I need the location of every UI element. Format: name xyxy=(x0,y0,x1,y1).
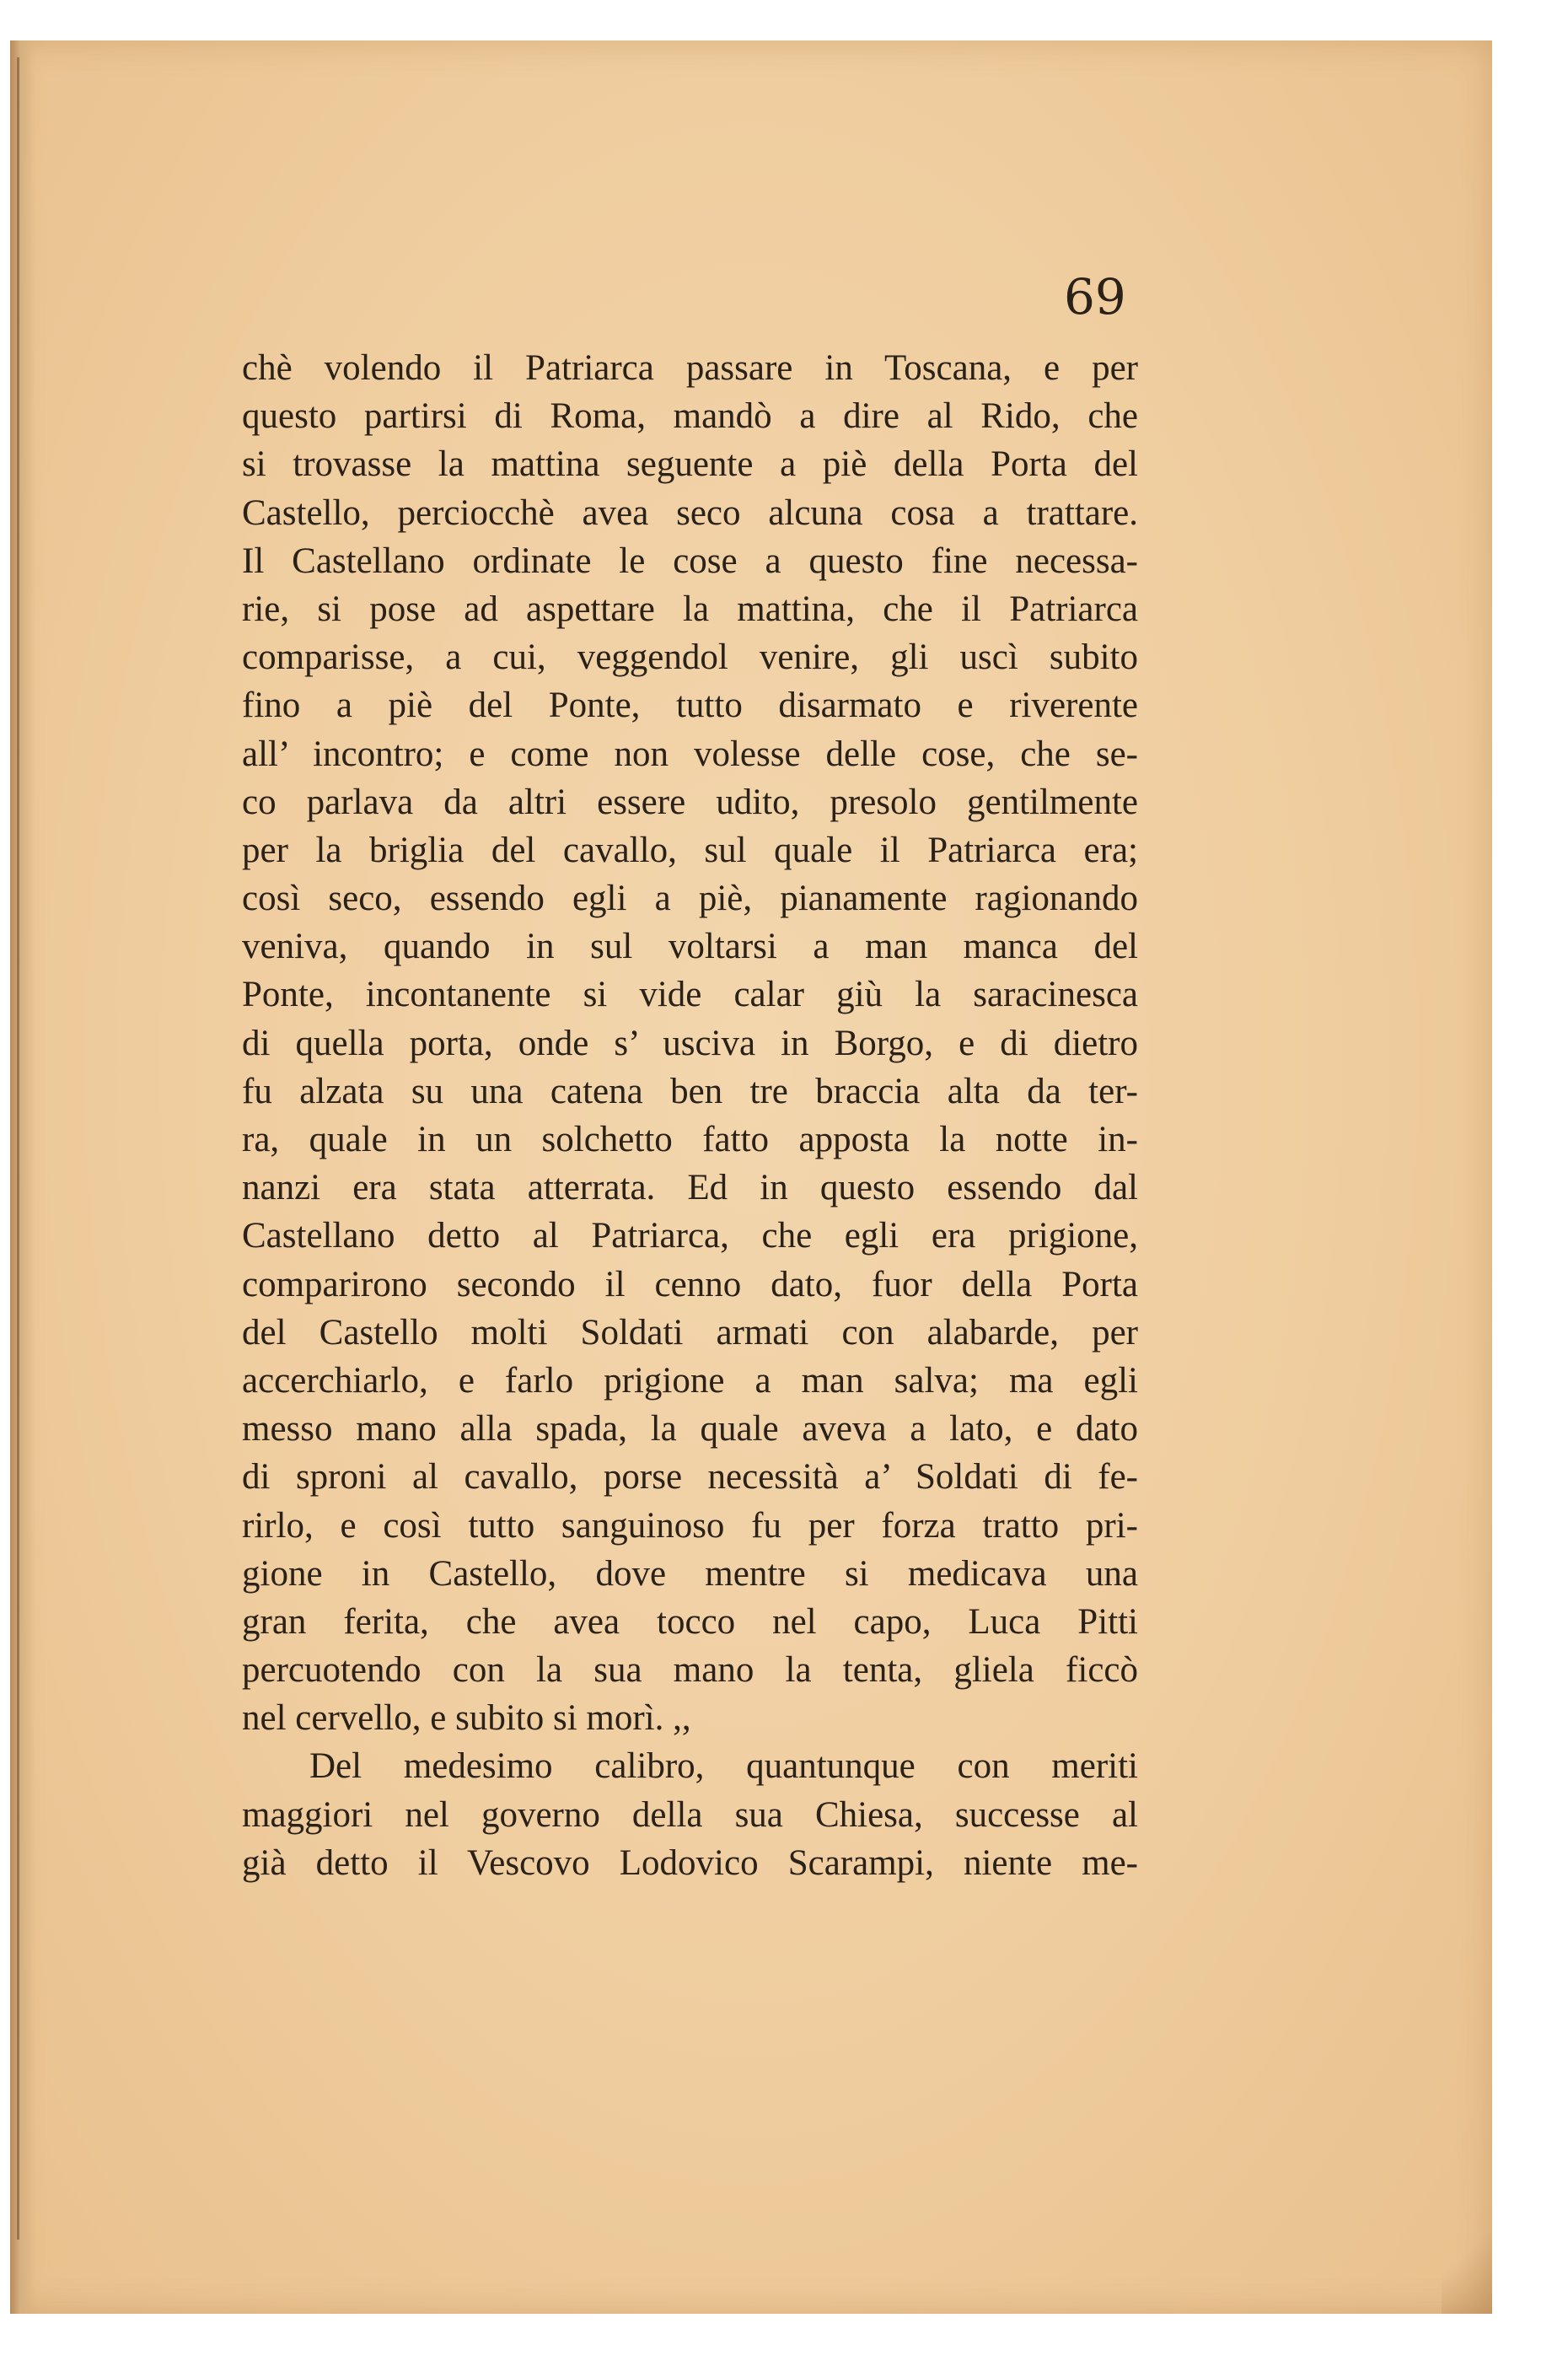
text-line: percuotendo con la sua mano la tenta, gliela ficcò xyxy=(242,1650,1138,1691)
corner-shadow xyxy=(1442,2187,1492,2314)
text-line: già detto il Vescovo Lodovico Scarampi, niente me- xyxy=(242,1842,1138,1883)
text-line: Il Castellano ordinate le cose a questo fine necessa- xyxy=(242,541,1138,581)
text-line: comparirono secondo il cenno dato, fuor della Porta xyxy=(242,1264,1138,1304)
paragraph-end-line: nel cervello, e subito si morì. ,, xyxy=(242,1698,691,1739)
text-line: chè volendo il Patriarca passare in Toscana, e per xyxy=(242,348,1138,388)
text-line: Castello, perciocchè avea seco alcuna cosa a trattare. xyxy=(242,492,1138,533)
text-line: fino a piè del Ponte, tutto disarmato e riverente xyxy=(242,686,1138,726)
text-line: Castellano detto al Patriarca, che egli era prigione, xyxy=(242,1216,1138,1256)
text-line: comparisse, a cui, veggendol venire, gli uscì subito xyxy=(242,637,1138,678)
text-line: per la briglia del cavallo, sul quale il Patriarca era; xyxy=(242,830,1138,870)
text-line: ra, quale in un solchetto fatto apposta la notte in- xyxy=(242,1120,1138,1159)
text-line: co parlava da altri essere udito, presolo gentilmente xyxy=(242,782,1138,822)
page-left-edge xyxy=(10,40,35,2314)
text-line: messo mano alla spada, la quale aveva a lato, e dato xyxy=(242,1409,1138,1449)
text-line: gran ferita, che avea tocco nel capo, Luca Pitti xyxy=(242,1601,1138,1642)
text-line: rie, si pose ad aspettare la mattina, che il Patriarca xyxy=(242,589,1138,629)
text-line: fu alzata su una catena ben tre braccia alta da ter- xyxy=(242,1071,1138,1111)
text-line: gione in Castello, dove mentre si medicava una xyxy=(242,1553,1138,1594)
text-line: di quella porta, onde s’ usciva in Borgo, e di dietro xyxy=(242,1023,1138,1063)
text-line: questo partirsi di Roma, mandò a dire al Rido, che xyxy=(242,396,1138,437)
text-line: del Castello molti Soldati armati con alabarde, per xyxy=(242,1312,1138,1353)
text-line: così seco, essendo egli a piè, pianamente ragionando xyxy=(242,879,1138,919)
body-text xyxy=(242,344,1138,1887)
paragraph-start-line: Del medesimo calibro, quantunque con meriti xyxy=(309,1746,1138,1787)
text-line: all’ incontro; e come non volesse delle cose, che se- xyxy=(242,734,1138,774)
binding-edge xyxy=(17,57,19,2240)
text-line: Ponte, incontanente si vide calar giù la saracinesca xyxy=(242,975,1138,1015)
text-line: veniva, quando in sul voltarsi a man manca del xyxy=(242,927,1138,967)
text-line: maggiori nel governo della sua Chiesa, successe al xyxy=(242,1794,1138,1835)
text-line: accerchiarlo, e farlo prigione a man salva; ma egli xyxy=(242,1360,1138,1401)
text-line: si trovasse la mattina seguente a piè della Porta del xyxy=(242,444,1138,485)
text-line: di sproni al cavallo, porse necessità a’ Soldati di fe- xyxy=(242,1457,1138,1498)
text-line: nanzi era stata atterrata. Ed in questo essendo dal xyxy=(242,1168,1138,1208)
text-line: rirlo, e così tutto sanguinoso fu per forza tratto pri- xyxy=(242,1505,1138,1546)
page-number: 69 xyxy=(1064,268,1126,325)
